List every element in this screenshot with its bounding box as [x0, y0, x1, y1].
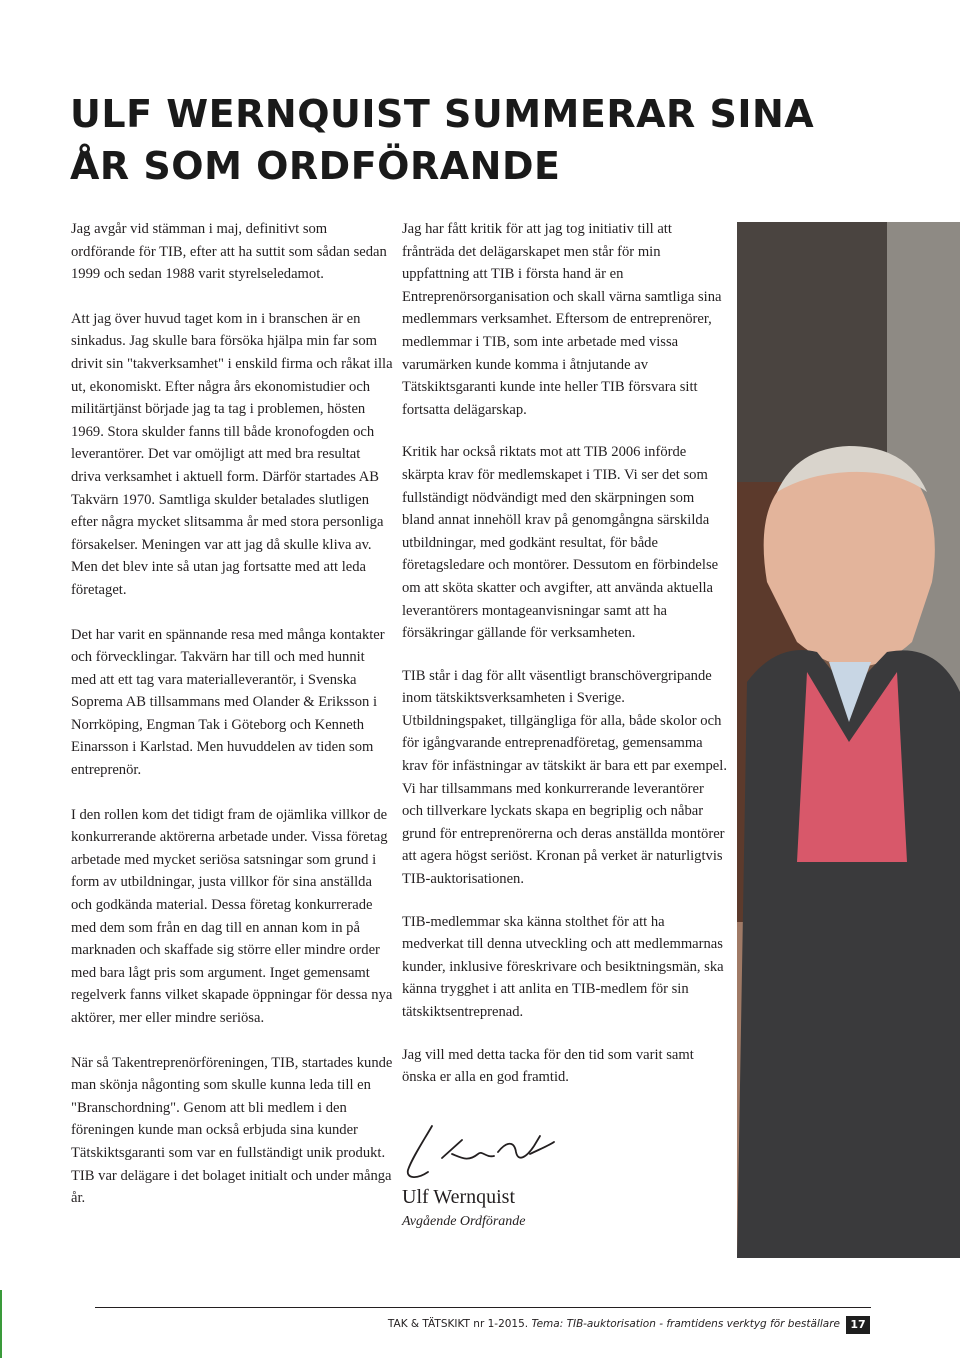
- left-paragraph-5: När så Takentreprenörföreningen, TIB, startades kunde man skönja någonting som skulle kunna leda till en "Branschordning". Genom att bli medlem i den föreningen kunde man också erbjuda sina kunder Tätskiktsgaranti som var en fullständigt unik produkt. TIB var delägare i det bolaget initialt och under många år.: [71, 1054, 393, 1207]
- middle-paragraph-3: TIB står i dag för allt väsentligt branschövergripande inom tätskiktsverksamheten i Sverige. Utbildningspaket, tillgängliga för alla, både skolor och för igångvarande entreprenadföretag, gemensamma krav för infästningar av tätskikt är bara ett par exempel. Vi har tillsammans med konkurrerande leverantörer och tillverkare lyckats skapa en begriplig och nåbar grund för entreprenörerna och deras anställda montörer att agera högst seriöst. Kronan på verket är naturligtvis TIB-auktorisationen.: [402, 667, 727, 888]
- green-margin-rule: [0, 1290, 2, 1358]
- middle-paragraph-1: Jag har fått kritik för att jag tog initiativ till att frånträda det delägarskapet men står för min uppfattning att TIB i första hand är en Entreprenörsorganisation och skall värna samtliga sina medlemmars verksamhet. Eftersom de entreprenörer, medlemmar i TIB, som inte arbetade med vissa varumärken kunde komma i åtnjutande av Tätskiktsgaranti kunde inte heller TIB försvara sitt fortsatta delägarskap.: [402, 221, 722, 418]
- footer-rule: [95, 1307, 871, 1308]
- headline-line-2: ÅR SOM ORDFÖRANDE: [70, 144, 561, 188]
- left-paragraph-1: Jag avgår vid stämman i maj, definitivt som ordförande för TIB, efter att ha suttit som sådan sedan 1999 och sedan 1988 varit styrelseledamot.: [71, 221, 387, 283]
- portrait-photo: [737, 222, 960, 1258]
- middle-column: [402, 218, 727, 1109]
- page-number: 17: [846, 1316, 870, 1334]
- signature-icon: [402, 1118, 572, 1188]
- middle-paragraph-5: Jag vill med detta tacka för den tid som varit samt önska er alla en god framtid.: [402, 1046, 694, 1086]
- middle-paragraph-4: TIB-medlemmar ska känna stolthet för att ha medverkat till denna utveckling och att medlemmarnas kunder, inklusive föreskrivare och besiktningsmän, ska känna trygghet i att anlita en TIB-medlem för sin tätskiktsentreprenad.: [402, 913, 724, 1020]
- headline-line-1: ULF WERNQUIST SUMMERAR SINA: [70, 92, 815, 136]
- middle-paragraph-2: Kritik har också riktats mot att TIB 2006 införde skärpta krav för medlemskapet i TIB. Vi ser det som fullständigt nödvändigt med den skärpningen som bland annat innehöll krav på genomgångna särskilda utbildningar, med godkänt resultat, för både företagsledare och montörer. Dessutom en förbindelse om att sköta skatter och avgifter, att använda aktuella leverantörers montageanvisningar samt att ha försäkringar gällande för verksamheten.: [402, 444, 719, 642]
- footer-magazine: TAK & TÄTSKIKT nr 1-2015.: [387, 1318, 529, 1330]
- footer-topic: Tema: TIB-auktorisation - framtidens verktyg för beställare: [531, 1318, 840, 1330]
- left-paragraph-4: I den rollen kom det tidigt fram de ojämlika villkor de konkurrerande aktörerna arbetade under. Vissa företag arbetade med mycket seriösa satsningar som grund i form av utbildningar, justa villkor för sina anställda och godkända material. Dessa företag konkurrerade med dem som från en dag till en annan kom in på marknaden och skaffade sig större eller mindre order med bara lågt pris som argument. Inget gemensamt regelverk fanns vilket skapade öppningar för dessa nya aktörer, mer eller mindre seriösa.: [71, 806, 393, 1026]
- headline: [70, 88, 814, 192]
- left-paragraph-2: Att jag över huvud taget kom in i branschen är en sinkadus. Jag skulle bara försöka hjälpa min far som drivit sin "takverksamhet" i enskild firma och råkat illa ut, ekonomiskt. Efter några års ekonomistudier och militärtjänst började jag ta tag i problemen, hösten 1969. Stora skulder fanns till både kronofogden och leverantörer. Det var omöjligt att med bra resultat driva verksamhet i aktuell form. Därför startades AB Takvärn 1970. Samtliga skulder betalades slutligen efter några mycket slitsamma år med stora personliga försakelser. Meningen var att jag då skulle kliva av. Men det blev inte så utan jag fortsatte med att leda företaget.: [71, 310, 393, 598]
- signature-name: Ulf Wernquist: [402, 1186, 516, 1208]
- footer-text: [388, 1318, 840, 1330]
- signature-block: [402, 1118, 602, 1238]
- signature-role: Avgående Ordförande: [402, 1214, 526, 1229]
- left-paragraph-3: Det har varit en spännande resa med många kontakter och förvecklingar. Takvärn har till och med hunnit med att ett tag vara materialleverantör, i Svenska Soprema AB tillsammans med Olander & Eriksson i Norrköping, Engman Tak i Göteborg och Kenneth Einarsson i Karlstad. Men huvuddelen av tiden som entreprenör.: [71, 626, 385, 779]
- portrait-photo-illustration: [737, 222, 960, 1258]
- left-column: [71, 218, 393, 1232]
